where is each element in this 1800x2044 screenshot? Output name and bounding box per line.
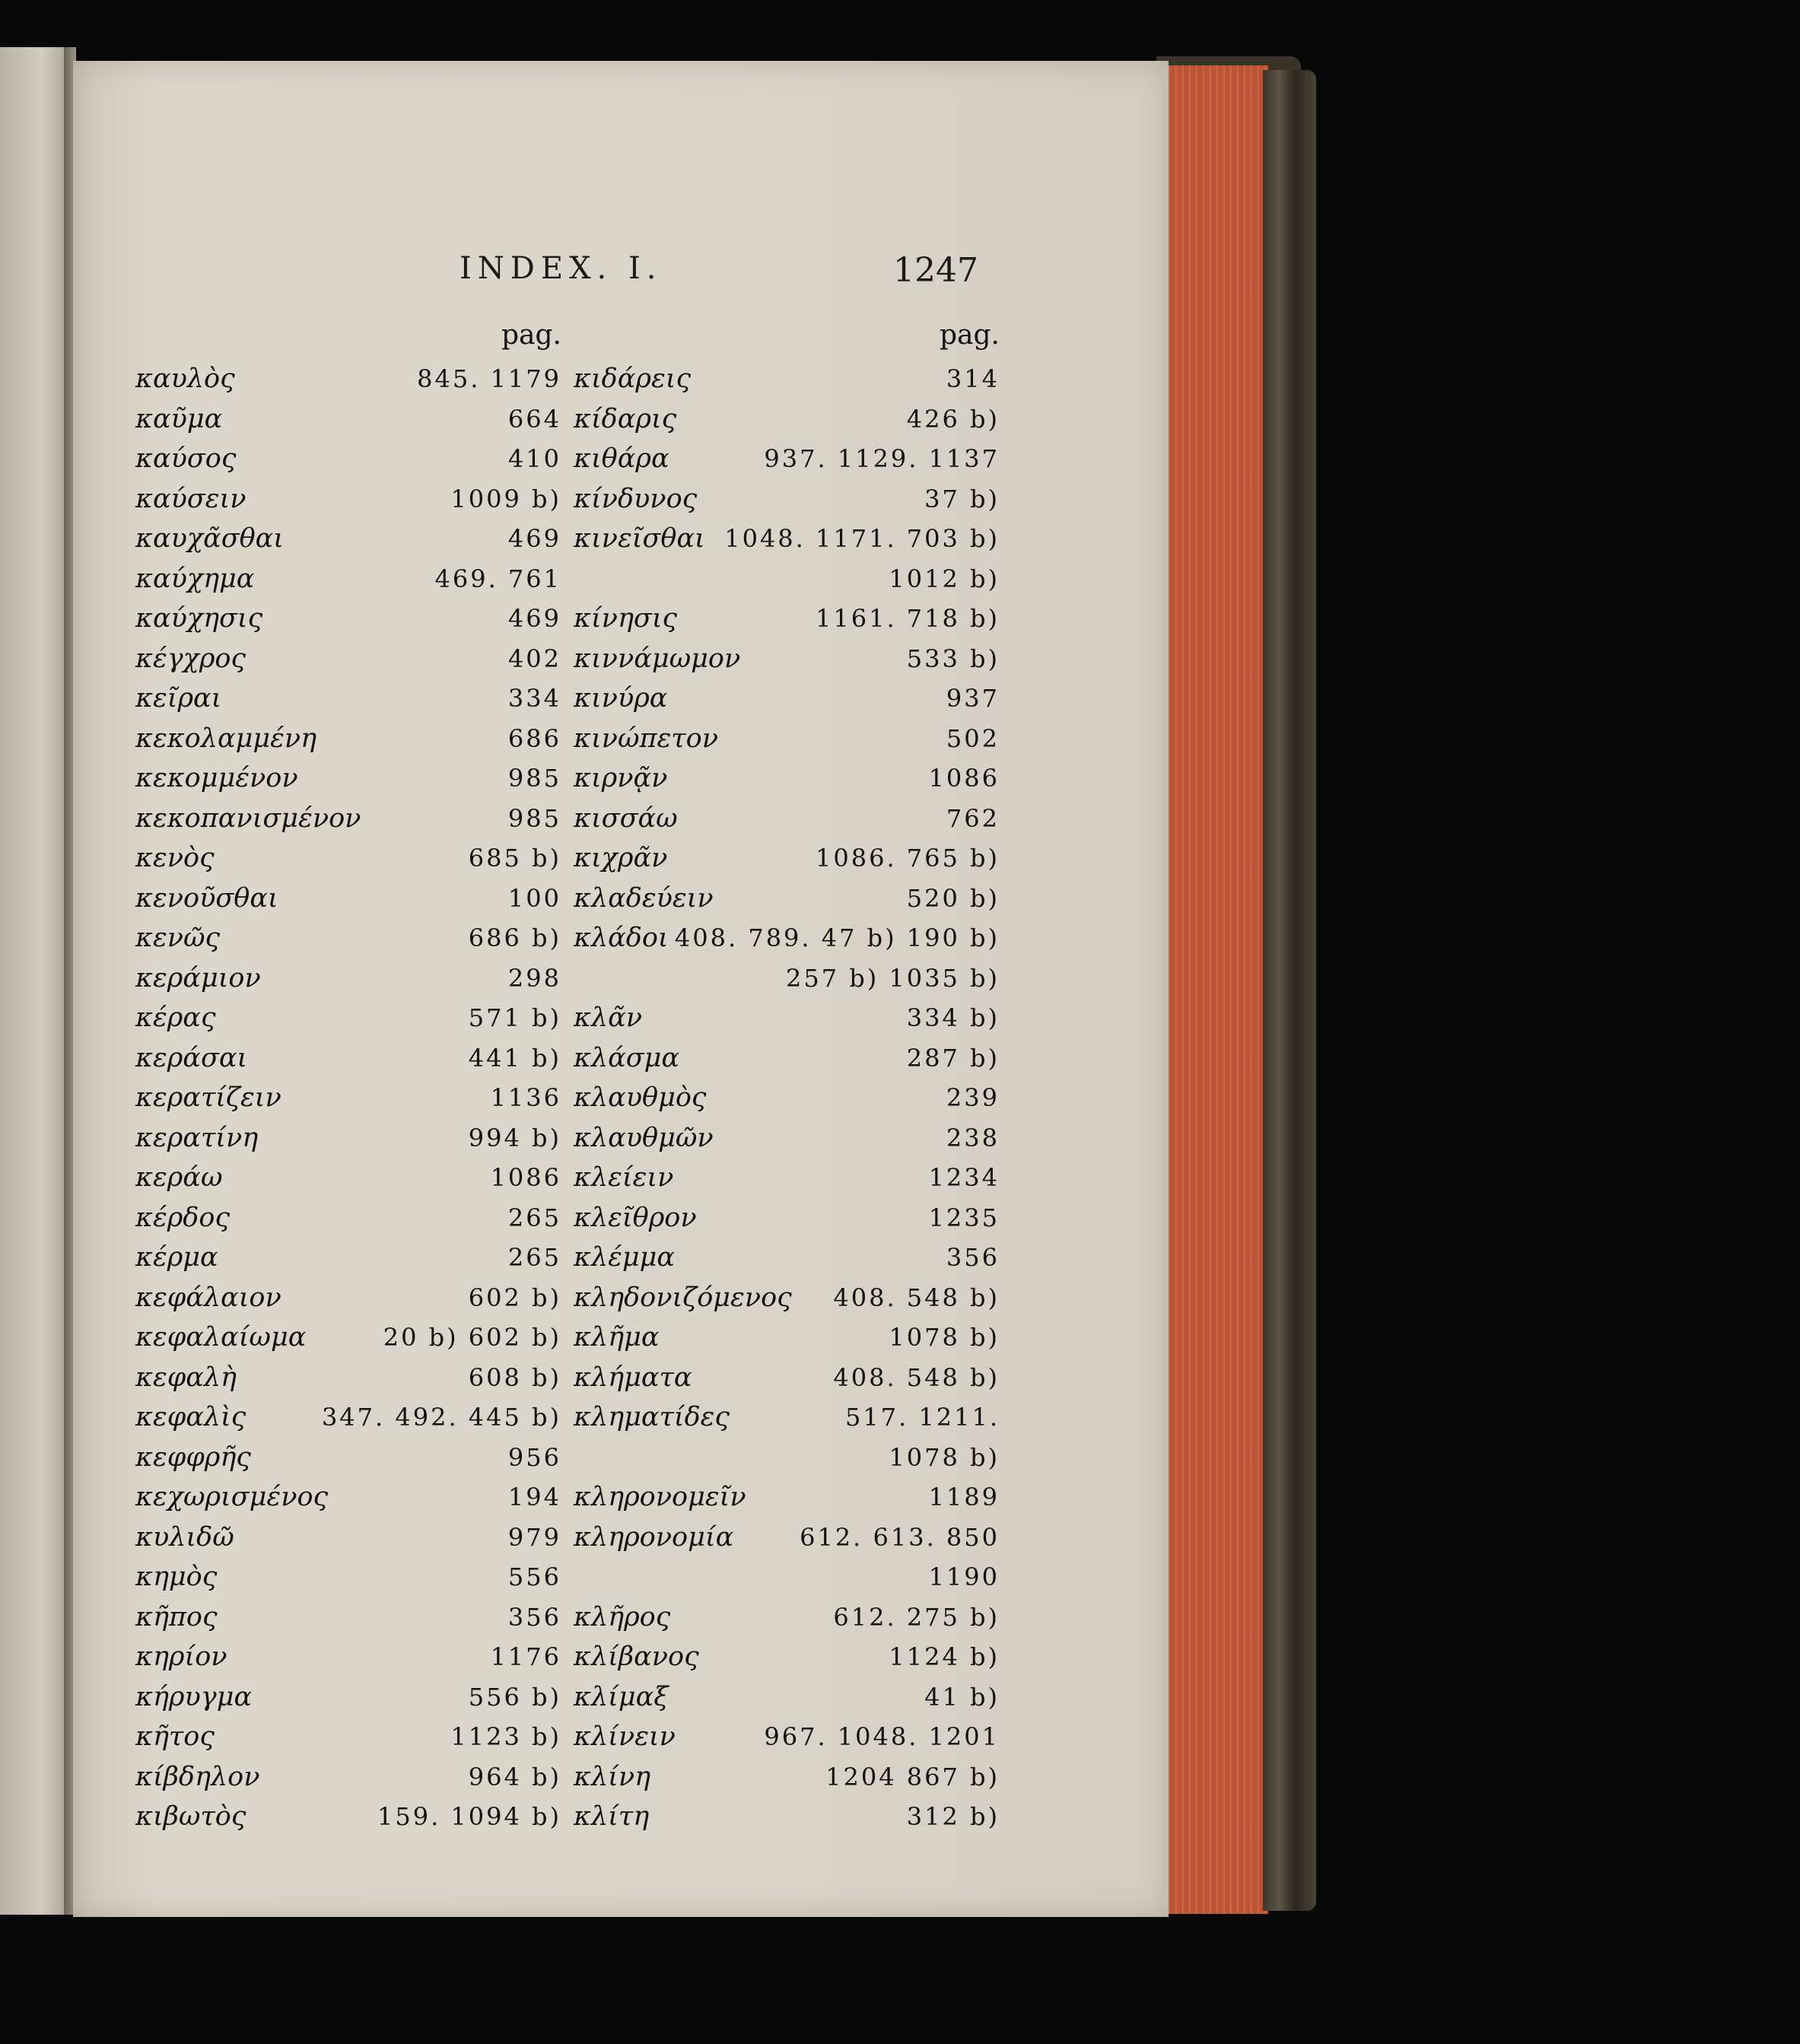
entry-term: κιδάρεις [574, 364, 692, 394]
entry-pages: 517. 1211. [844, 1403, 1000, 1432]
entry-term: καύχημα [135, 563, 255, 594]
entry-pages: 1136 [490, 1083, 561, 1112]
index-entry [574, 1438, 1000, 1478]
index-entry [135, 1078, 561, 1118]
entry-term: κίνησις [574, 603, 678, 634]
entry-pages: 956 [507, 1442, 561, 1472]
index-entry [574, 1238, 1000, 1278]
running-head [73, 251, 1169, 297]
index-entry [135, 1557, 561, 1597]
entry-term: κημὸς [135, 1562, 218, 1592]
index-entry [574, 1597, 1000, 1638]
index-entry [135, 719, 561, 759]
entry-pages: 469 [507, 604, 561, 633]
index-entry [135, 479, 561, 520]
index-entry [135, 599, 561, 639]
entry-term: κινύρα [574, 683, 668, 714]
index-entry [135, 1757, 561, 1798]
index-entry [135, 879, 561, 919]
entry-term: κληρονομία [574, 1521, 734, 1553]
entry-term: κερατίζειν [135, 1082, 281, 1113]
entry-pages: 985 [507, 803, 561, 833]
index-entry [574, 1278, 1000, 1318]
entry-pages: 964 b) [468, 1762, 561, 1791]
entry-term: κινεῖσθαι [574, 523, 705, 554]
index-entry [574, 838, 1000, 879]
entry-term: καῦμα [135, 403, 223, 434]
entry-pages: 994 b) [468, 1123, 561, 1152]
index-entry [135, 359, 561, 399]
entry-pages: 265 [507, 1243, 561, 1272]
entry-pages: 686 b) [468, 923, 561, 952]
entry-pages: 441 b) [468, 1043, 561, 1073]
entry-term: κληδονιζόμενος [574, 1282, 792, 1313]
entry-term: κεκομμένον [135, 763, 298, 793]
entry-pages: 502 [946, 723, 1000, 753]
entry-term: κεχωρισμένος [135, 1482, 329, 1512]
entry-term: κίδαρις [574, 403, 677, 434]
index-entry [135, 1038, 561, 1079]
entry-pages: 612. 275 b) [833, 1602, 1000, 1632]
entry-term: κλίβανος [574, 1642, 699, 1672]
entry-term: κέρας [135, 1003, 216, 1033]
index-entry [135, 1278, 561, 1318]
index-entry [574, 1358, 1000, 1398]
entry-pages: 159. 1094 b) [377, 1802, 561, 1831]
entry-pages: 20 b) 602 b) [383, 1323, 561, 1352]
index-entry [574, 1118, 1000, 1159]
entry-term: κλείειν [574, 1162, 674, 1193]
entry-pages: 608 b) [468, 1362, 561, 1392]
index-entry [135, 439, 561, 479]
entry-term: κλάδοι [574, 923, 669, 953]
entry-term: κλῆμα [574, 1322, 660, 1353]
entry-term: κλίνειν [574, 1721, 676, 1752]
index-entry [574, 1318, 1000, 1358]
entry-pages: 967. 1048. 1201 [764, 1722, 1000, 1751]
entry-pages: 979 [507, 1522, 561, 1552]
index-entry [135, 1518, 561, 1558]
entry-pages: 426 b) [906, 404, 1000, 434]
index-entry [574, 479, 1000, 520]
entry-list [135, 359, 561, 1837]
entry-pages: 408. 789. 47 b) 190 b) [674, 923, 1000, 952]
entry-term: κηρίον [135, 1642, 227, 1672]
index-entry [135, 399, 561, 440]
index-entry [135, 1597, 561, 1638]
entry-term: καυλὸς [135, 364, 235, 394]
index-entry [135, 1198, 561, 1238]
entry-pages: 402 [507, 644, 561, 673]
index-entry [135, 519, 561, 559]
index-entry [135, 1118, 561, 1159]
entry-pages: 356 [507, 1602, 561, 1632]
entry-pages: 287 b) [906, 1043, 1000, 1073]
entry-pages: 571 b) [468, 1003, 561, 1032]
entry-pages: 257 b) 1035 b) [786, 963, 1000, 993]
entry-pages: 1086. 765 b) [816, 844, 1000, 873]
entry-term: καύσος [135, 443, 237, 474]
index-entry [135, 639, 561, 679]
index-entry [574, 1397, 1000, 1438]
entry-term: κεράω [135, 1162, 223, 1193]
entry-pages: 41 b) [924, 1682, 1000, 1712]
entry-term: κέρδος [135, 1202, 231, 1233]
entry-pages: 845. 1179 [417, 364, 561, 393]
index-entry [135, 1358, 561, 1398]
entry-term: κέρμα [135, 1242, 218, 1273]
entry-term: κεφφρῆς [135, 1442, 251, 1473]
entry-pages: 312 b) [906, 1802, 1000, 1831]
index-entry [135, 1158, 561, 1198]
entry-pages: 469 [507, 524, 561, 553]
entry-term: κίβδηλον [135, 1761, 260, 1792]
index-entry [135, 1438, 561, 1478]
index-page [73, 61, 1169, 1917]
entry-pages: 408. 548 b) [833, 1362, 1000, 1392]
entry-term: κλάσμα [574, 1042, 680, 1073]
index-entry [574, 359, 1000, 399]
entry-pages: 37 b) [924, 484, 1000, 513]
index-entry [574, 399, 1000, 440]
index-entry [135, 1238, 561, 1278]
index-entry [574, 799, 1000, 839]
entry-pages: 347. 492. 445 b) [321, 1403, 561, 1432]
entry-pages: 612. 613. 850 [800, 1522, 1000, 1552]
entry-pages: 265 [507, 1203, 561, 1232]
index-entry [574, 998, 1000, 1038]
entry-term: κεφαλαίωμα [135, 1322, 307, 1353]
entry-term: κλίτη [574, 1801, 650, 1832]
entry-pages: 985 [507, 764, 561, 793]
entry-term: κεράσαι [135, 1042, 248, 1073]
entry-term: κλίμαξ [574, 1681, 669, 1712]
entry-pages: 602 b) [468, 1283, 561, 1312]
index-column-left [135, 319, 561, 1837]
entry-term: κινώπετον [574, 723, 718, 754]
entry-term: κισσάω [574, 803, 678, 834]
index-entry [135, 1397, 561, 1438]
index-entry [135, 1717, 561, 1757]
entry-pages: 1190 [928, 1562, 1000, 1591]
index-entry [574, 519, 1000, 559]
entry-term: κίνδυνος [574, 483, 698, 514]
entry-term: κεκοπανισμένον [135, 803, 361, 834]
entry-pages: 1078 b) [889, 1442, 1000, 1472]
entry-term: κῆτος [135, 1721, 215, 1752]
index-entry [135, 758, 561, 799]
index-entry [574, 559, 1000, 599]
entry-pages: 1124 b) [889, 1642, 1000, 1671]
entry-pages: 1235 [928, 1203, 1000, 1232]
entry-term: κῆπος [135, 1601, 218, 1632]
index-entry [574, 719, 1000, 759]
entry-pages: 334 [507, 684, 561, 713]
entry-term: κλᾶν [574, 1003, 643, 1033]
entry-pages: 298 [507, 963, 561, 993]
entry-pages: 194 [507, 1483, 561, 1512]
entry-term: κληματίδες [574, 1402, 730, 1432]
entry-term: καυχᾶσθαι [135, 523, 285, 554]
entry-pages: 1012 b) [889, 564, 1000, 593]
index-entry [574, 1477, 1000, 1518]
pag-label: pag. [501, 319, 561, 351]
entry-pages: 410 [507, 444, 561, 473]
index-column-right [574, 319, 1000, 1837]
entry-pages: 1078 b) [889, 1323, 1000, 1352]
entry-term: κιβωτὸς [135, 1801, 246, 1832]
entry-term: κληρονομεῖν [574, 1482, 746, 1512]
entry-pages: 685 b) [468, 844, 561, 873]
facing-page-edge [0, 47, 70, 1915]
entry-term: κλαυθμῶν [574, 1122, 714, 1153]
entry-term: κενὸς [135, 843, 215, 873]
entry-list [574, 359, 1000, 1837]
index-entry [574, 439, 1000, 479]
entry-term: κιννάμωμον [574, 643, 741, 674]
entry-pages: 469. 761 [434, 564, 561, 593]
entry-pages: 1009 b) [450, 484, 561, 513]
entry-pages: 408. 548 b) [833, 1283, 1000, 1312]
entry-term: κυλιδῶ [135, 1521, 234, 1553]
book-cover-spine [1263, 70, 1316, 1911]
index-entry [135, 838, 561, 879]
entry-term: κενῶς [135, 923, 221, 953]
index-entry [574, 1078, 1000, 1118]
index-entry [574, 1757, 1000, 1798]
entry-pages: 1086 [928, 764, 1000, 793]
entry-pages: 1123 b) [450, 1722, 561, 1751]
entry-term: κενοῦσθαι [135, 882, 278, 914]
entry-pages: 314 [946, 364, 1000, 393]
entry-term: κλήματα [574, 1362, 692, 1393]
red-page-edges [1162, 65, 1268, 1914]
entry-pages: 1234 [928, 1163, 1000, 1192]
entry-pages: 100 [507, 883, 561, 913]
entry-term: κεράμιον [135, 962, 261, 993]
entry-pages: 1161. 718 b) [816, 604, 1000, 633]
index-entry [574, 1557, 1000, 1597]
entry-term: κλεῖθρον [574, 1202, 697, 1233]
entry-pages: 520 b) [906, 883, 1000, 913]
index-entry [574, 758, 1000, 799]
index-entry [135, 799, 561, 839]
pag-label: pag. [940, 319, 1000, 351]
index-entry [574, 879, 1000, 919]
entry-term: κεῖραι [135, 683, 222, 714]
index-entry [574, 1717, 1000, 1757]
index-entry [135, 1318, 561, 1358]
index-entry [574, 599, 1000, 639]
entry-pages: 556 b) [468, 1682, 561, 1712]
entry-term: κλέμμα [574, 1242, 676, 1273]
entry-pages: 239 [946, 1083, 1000, 1112]
index-entry [574, 639, 1000, 679]
entry-pages: 686 [507, 723, 561, 753]
column-header [574, 319, 1000, 359]
entry-term: καύχησις [135, 603, 263, 634]
entry-term: κλαυθμὸς [574, 1082, 707, 1113]
entry-term: κέγχρος [135, 643, 246, 674]
entry-term: κεφάλαιον [135, 1282, 281, 1313]
entry-pages: 356 [946, 1243, 1000, 1272]
entry-pages: 664 [507, 404, 561, 434]
entry-term: κερατίνη [135, 1122, 259, 1153]
entry-pages: 556 [507, 1562, 561, 1591]
index-entry [574, 958, 1000, 999]
entry-term: κεκολαμμένη [135, 723, 317, 754]
entry-term: κήρυγμα [135, 1681, 253, 1712]
entry-pages: 1086 [490, 1163, 561, 1192]
index-entry [135, 998, 561, 1038]
index-entry [135, 918, 561, 958]
entry-pages: 1176 [490, 1642, 561, 1671]
entry-pages: 1189 [928, 1483, 1000, 1512]
column-header [135, 319, 561, 359]
index-entry [135, 679, 561, 719]
entry-term: κεφαλὴ [135, 1362, 237, 1393]
entry-pages: 1048. 1171. 703 b) [724, 524, 1000, 553]
entry-term: κιρνᾷν [574, 763, 668, 793]
index-entry [135, 1677, 561, 1718]
entry-term: καύσειν [135, 483, 246, 514]
index-entry [574, 1518, 1000, 1558]
running-title: INDEX. I. [460, 251, 663, 286]
entry-pages: 937 [946, 684, 1000, 713]
index-entry [574, 918, 1000, 958]
index-entry [574, 1038, 1000, 1079]
entry-term: κεφαλὶς [135, 1402, 246, 1432]
index-entry [574, 1637, 1000, 1677]
entry-term: κιχρᾶν [574, 843, 668, 873]
index-entry [135, 1637, 561, 1677]
entry-pages: 334 b) [906, 1003, 1000, 1032]
index-entry [135, 1797, 561, 1837]
page-number: 1247 [893, 251, 978, 290]
entry-pages: 762 [946, 803, 1000, 833]
index-entry [574, 1198, 1000, 1238]
entry-pages: 1204 867 b) [825, 1762, 1000, 1791]
entry-term: κλίνη [574, 1761, 651, 1792]
index-entry [574, 1158, 1000, 1198]
index-entry [574, 679, 1000, 719]
index-entry [574, 1797, 1000, 1837]
index-entry [135, 1477, 561, 1518]
index-entry [135, 958, 561, 999]
index-entry [574, 1677, 1000, 1718]
entry-term: κλῆρος [574, 1601, 671, 1632]
index-entry [135, 559, 561, 599]
entry-pages: 238 [946, 1123, 1000, 1152]
entry-term: κλαδεύειν [574, 882, 714, 914]
entry-pages: 937. 1129. 1137 [764, 444, 1000, 473]
entry-term: κιθάρα [574, 443, 669, 474]
entry-pages: 533 b) [906, 644, 1000, 673]
